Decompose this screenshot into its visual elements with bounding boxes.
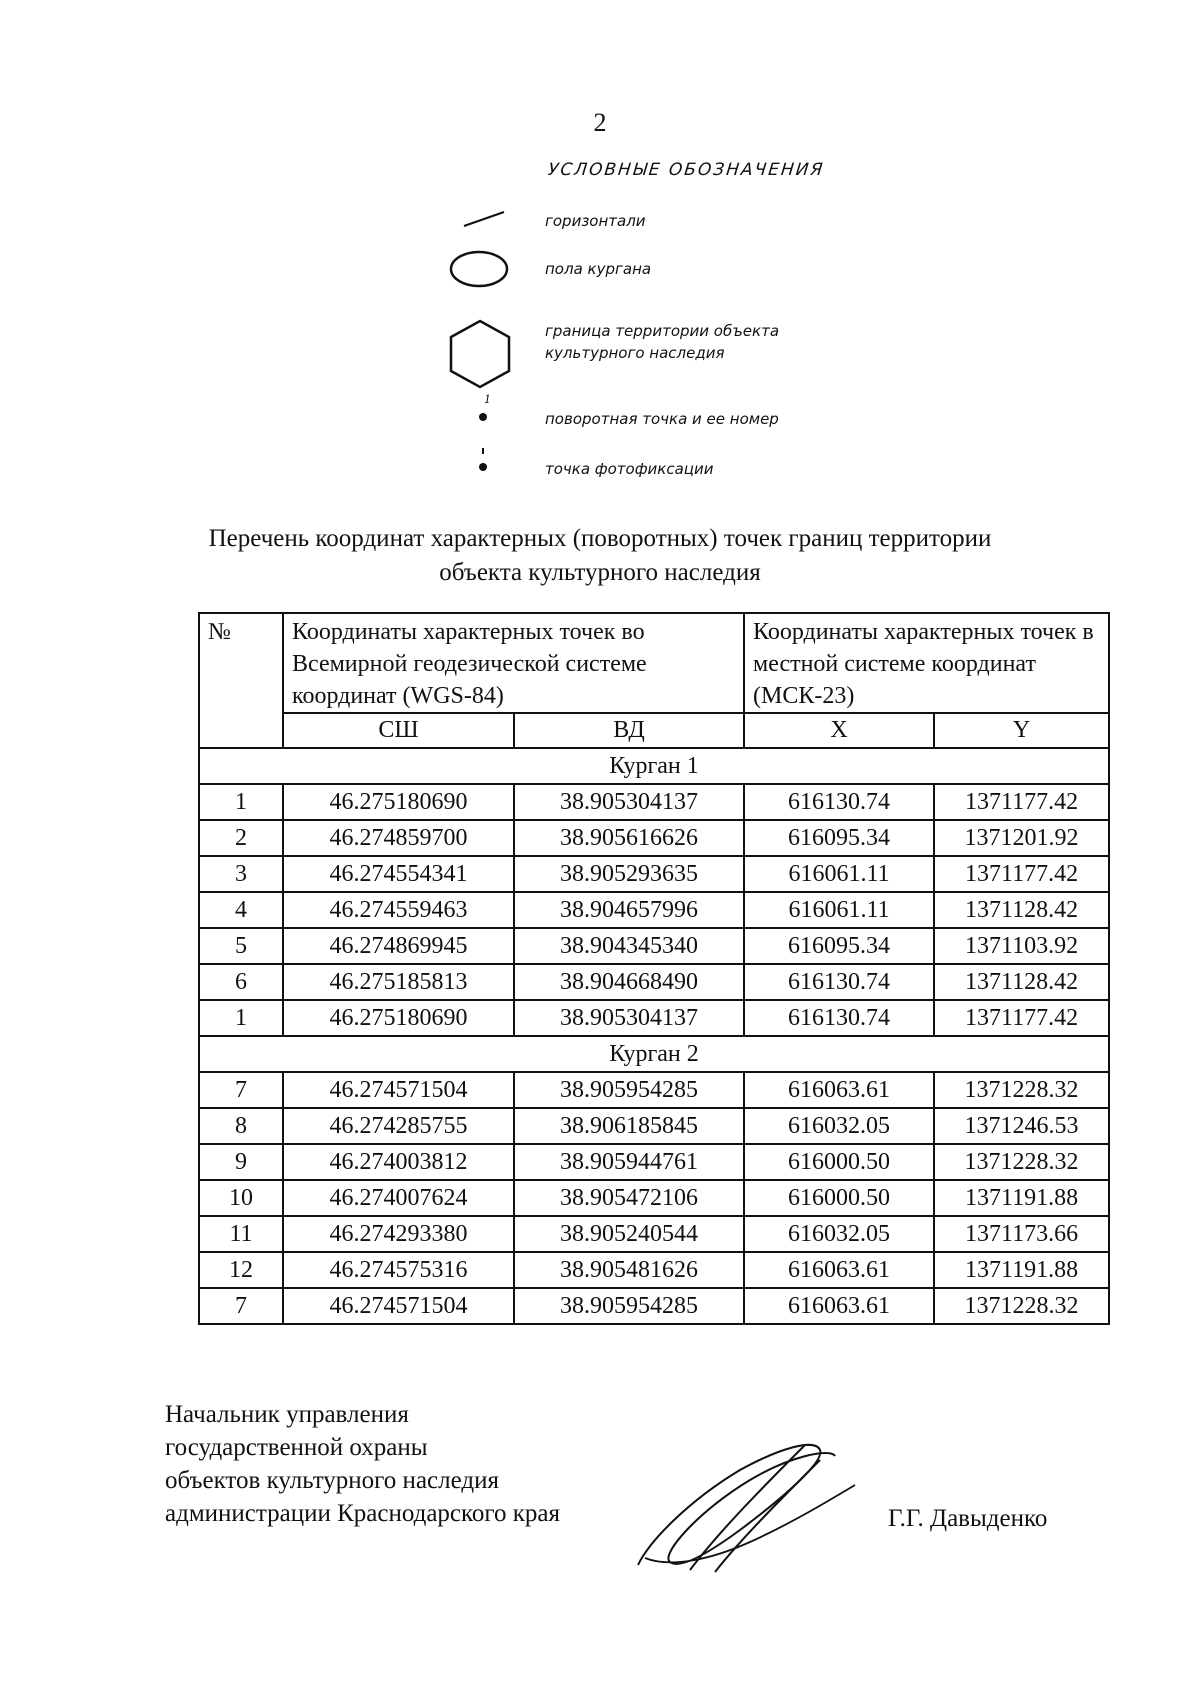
y-cell: 1371177.42 (934, 784, 1109, 820)
table-title-line: Перечень координат характерных (поворотных) точек границ территории (208, 525, 992, 552)
y-cell: 1371201.92 (934, 820, 1109, 856)
legend-item-label: пола кургана (545, 260, 652, 278)
latitude-cell: 46.274007624 (283, 1180, 514, 1216)
y-cell: 1371177.42 (934, 1000, 1109, 1036)
latitude-cell: 46.275180690 (283, 784, 514, 820)
ellipse-icon (448, 248, 510, 290)
contour-line-icon (462, 208, 506, 230)
x-cell: 616063.61 (744, 1072, 934, 1108)
longitude-cell: 38.905954285 (514, 1072, 744, 1108)
table-row (199, 1072, 1109, 1108)
point-number: 9 (199, 1144, 283, 1180)
x-cell: 616032.05 (744, 1216, 934, 1252)
longitude-cell: 38.905481626 (514, 1252, 744, 1288)
table-row (199, 1288, 1109, 1324)
legend-item-label: точка фотофиксации (545, 460, 714, 478)
longitude-cell: 38.904657996 (514, 892, 744, 928)
longitude-cell: 38.905240544 (514, 1216, 744, 1252)
column-header-wgs84: Координаты характерных точек во Всемирной геодезической системе координат (WGS-84) (283, 613, 744, 713)
point-number: 7 (199, 1288, 283, 1324)
page-number: 2 (593, 108, 607, 137)
y-cell: 1371103.92 (934, 928, 1109, 964)
legend-item-label: поворотная точка и ее номер (545, 410, 779, 428)
point-number: 10 (199, 1180, 283, 1216)
table-row (199, 1216, 1109, 1252)
signatory-title-line: администрации Краснодарского края (165, 1500, 561, 1527)
column-header-msk23: Координаты характерных точек в местной системе координат (МСК-23) (744, 613, 1109, 713)
coordinates-table (198, 612, 1110, 1325)
latitude-cell: 46.274571504 (283, 1072, 514, 1108)
point-number: 5 (199, 928, 283, 964)
longitude-cell: 38.905304137 (514, 1000, 744, 1036)
y-cell: 1371228.32 (934, 1288, 1109, 1324)
point-number: 8 (199, 1108, 283, 1144)
longitude-cell: 38.905944761 (514, 1144, 744, 1180)
x-cell: 616130.74 (744, 964, 934, 1000)
y-cell: 1371128.42 (934, 892, 1109, 928)
x-cell: 616000.50 (744, 1180, 934, 1216)
longitude-cell: 38.904668490 (514, 964, 744, 1000)
table-title (0, 522, 1200, 590)
point-number: 11 (199, 1216, 283, 1252)
x-cell: 616032.05 (744, 1108, 934, 1144)
latitude-cell: 46.274554341 (283, 856, 514, 892)
x-cell: 616061.11 (744, 892, 934, 928)
latitude-cell: 46.274571504 (283, 1288, 514, 1324)
point-number: 6 (199, 964, 283, 1000)
table-row (199, 1108, 1109, 1144)
latitude-cell: 46.274869945 (283, 928, 514, 964)
x-cell: 616095.34 (744, 820, 934, 856)
latitude-cell: 46.274575316 (283, 1252, 514, 1288)
signatory-title-line: объектов культурного наследия (165, 1467, 499, 1494)
handwritten-signature (630, 1430, 860, 1580)
longitude-cell: 38.905293635 (514, 856, 744, 892)
hexagon-icon (447, 318, 513, 390)
x-cell: 616095.34 (744, 928, 934, 964)
latitude-cell: 46.274559463 (283, 892, 514, 928)
point-number: 2 (199, 820, 283, 856)
point-number: 12 (199, 1252, 283, 1288)
x-cell: 616000.50 (744, 1144, 934, 1180)
legend-title: УСЛОВНЫЕ ОБОЗНАЧЕНИЯ (546, 160, 826, 180)
x-cell: 616063.61 (744, 1288, 934, 1324)
signatory-name: Г.Г. Давыденко (888, 1505, 1048, 1532)
table-row (199, 1252, 1109, 1288)
legend-item-label: граница территории объекта культурного наследия (545, 322, 780, 362)
table-row (199, 856, 1109, 892)
table-row (199, 1000, 1109, 1036)
latitude-cell: 46.275180690 (283, 1000, 514, 1036)
table-row (199, 964, 1109, 1000)
longitude-cell: 38.905954285 (514, 1288, 744, 1324)
y-cell: 1371246.53 (934, 1108, 1109, 1144)
table-row (199, 1144, 1109, 1180)
table-row (199, 784, 1109, 820)
y-cell: 1371191.88 (934, 1252, 1109, 1288)
y-cell: 1371191.88 (934, 1180, 1109, 1216)
column-header-number: № (199, 613, 283, 748)
signatory-title-line: государственной охраны (165, 1434, 428, 1461)
x-cell: 616130.74 (744, 784, 934, 820)
signatory-title (165, 1398, 560, 1530)
table-row (199, 928, 1109, 964)
longitude-cell: 38.904345340 (514, 928, 744, 964)
table-row (199, 820, 1109, 856)
column-header-longitude: ВД (514, 713, 744, 748)
longitude-cell: 38.905616626 (514, 820, 744, 856)
latitude-cell: 46.274859700 (283, 820, 514, 856)
y-cell: 1371228.32 (934, 1144, 1109, 1180)
x-cell: 616063.61 (744, 1252, 934, 1288)
column-header-y: Y (934, 713, 1109, 748)
longitude-cell: 38.905304137 (514, 784, 744, 820)
x-cell: 616061.11 (744, 856, 934, 892)
group-header: Курган 1 (199, 748, 1109, 784)
point-number: 7 (199, 1072, 283, 1108)
point-number: 4 (199, 892, 283, 928)
legend-item-label: горизонтали (545, 212, 646, 230)
point-number-marker: 1 (484, 393, 491, 406)
numbered-point-icon (476, 410, 490, 424)
point-number: 1 (199, 784, 283, 820)
table-title-line: объекта культурного наследия (439, 559, 761, 586)
y-cell: 1371228.32 (934, 1072, 1109, 1108)
longitude-cell: 38.906185845 (514, 1108, 744, 1144)
point-number: 3 (199, 856, 283, 892)
photo-point-icon (476, 446, 490, 476)
latitude-cell: 46.274285755 (283, 1108, 514, 1144)
y-cell: 1371173.66 (934, 1216, 1109, 1252)
table-row (199, 1180, 1109, 1216)
table-row (199, 892, 1109, 928)
x-cell: 616130.74 (744, 1000, 934, 1036)
point-number: 1 (199, 1000, 283, 1036)
y-cell: 1371128.42 (934, 964, 1109, 1000)
y-cell: 1371177.42 (934, 856, 1109, 892)
latitude-cell: 46.274003812 (283, 1144, 514, 1180)
latitude-cell: 46.274293380 (283, 1216, 514, 1252)
column-header-x: X (744, 713, 934, 748)
latitude-cell: 46.275185813 (283, 964, 514, 1000)
group-header: Курган 2 (199, 1036, 1109, 1072)
column-header-latitude: СШ (283, 713, 514, 748)
signatory-title-line: Начальник управления (165, 1401, 409, 1428)
longitude-cell: 38.905472106 (514, 1180, 744, 1216)
